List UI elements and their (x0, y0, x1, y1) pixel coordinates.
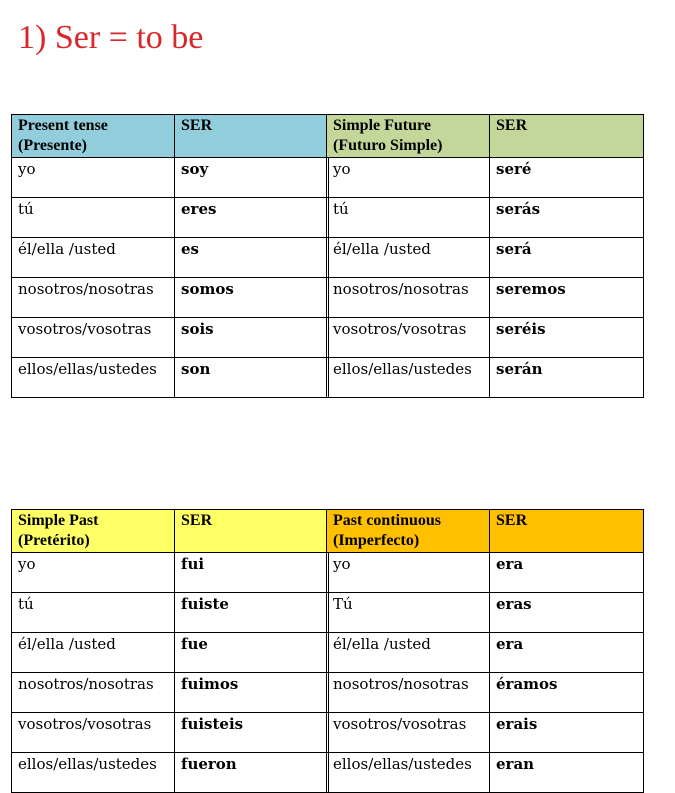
table-row (327, 593, 644, 633)
verb-form-cell: eran (490, 753, 644, 793)
table-row (12, 158, 329, 198)
verb-form-cell: serán (490, 358, 644, 398)
verb-form-cell: seréis (490, 318, 644, 358)
table-row (327, 318, 644, 358)
simple-future-table (326, 114, 644, 398)
verb-header: SER (490, 115, 644, 158)
table-row (327, 753, 644, 793)
table-row (12, 278, 329, 318)
table-row (327, 358, 644, 398)
verb-header: SER (490, 510, 644, 553)
verb-form-cell: eras (490, 593, 644, 633)
verb-form-cell: fuimos (175, 673, 329, 713)
table-row (327, 633, 644, 673)
table-row (12, 198, 329, 238)
table-row (12, 673, 329, 713)
verb-form-cell: fueron (175, 753, 329, 793)
verb-form-cell: seré (490, 158, 644, 198)
table-header-row (12, 115, 329, 158)
verb-form-cell: sois (175, 318, 329, 358)
pronoun-cell: ellos/ellas/ustedes (12, 358, 175, 398)
table-row (12, 713, 329, 753)
table-header-row (327, 115, 644, 158)
table-header-row (12, 510, 329, 553)
pronoun-cell: nosotros/nosotras (327, 278, 490, 318)
pronoun-cell: ellos/ellas/ustedes (327, 358, 490, 398)
pronoun-cell: yo (327, 158, 490, 198)
table-row (327, 198, 644, 238)
verb-header: SER (175, 115, 329, 158)
verb-form-cell: erais (490, 713, 644, 753)
pronoun-cell: vosotros/vosotras (12, 318, 175, 358)
pronoun-cell: yo (327, 553, 490, 593)
pronoun-cell: él/ella /usted (327, 633, 490, 673)
verb-form-cell: son (175, 358, 329, 398)
table-row (12, 318, 329, 358)
table-row (12, 593, 329, 633)
table-row (12, 753, 329, 793)
pronoun-cell: Tú (327, 593, 490, 633)
table-row (327, 713, 644, 753)
tense-header: Past continuous (Imperfecto) (327, 510, 490, 553)
table-row (327, 553, 644, 593)
tense-header: Present tense (Presente) (12, 115, 175, 158)
verb-form-cell: serás (490, 198, 644, 238)
verb-form-cell: será (490, 238, 644, 278)
table-row (327, 238, 644, 278)
pronoun-cell: yo (12, 158, 175, 198)
table-row (12, 358, 329, 398)
simple-past-table (11, 509, 329, 793)
table-row (327, 158, 644, 198)
verb-form-cell: eres (175, 198, 329, 238)
pronoun-cell: nosotros/nosotras (12, 673, 175, 713)
pronoun-cell: tú (12, 593, 175, 633)
verb-form-cell: fue (175, 633, 329, 673)
verb-form-cell: fui (175, 553, 329, 593)
verb-form-cell: era (490, 553, 644, 593)
table-row (327, 673, 644, 713)
pronoun-cell: él/ella /usted (12, 633, 175, 673)
pronoun-cell: nosotros/nosotras (327, 673, 490, 713)
table-header-row (327, 510, 644, 553)
verb-header: SER (175, 510, 329, 553)
verb-form-cell: fuisteis (175, 713, 329, 753)
pronoun-cell: tú (12, 198, 175, 238)
verb-form-cell: éramos (490, 673, 644, 713)
table-row (12, 553, 329, 593)
pronoun-cell: vosotros/vosotras (327, 713, 490, 753)
verb-form-cell: es (175, 238, 329, 278)
tense-header: Simple Future (Futuro Simple) (327, 115, 490, 158)
present-tense-table (11, 114, 329, 398)
pronoun-cell: vosotros/vosotras (12, 713, 175, 753)
table-row (12, 238, 329, 278)
pronoun-cell: vosotros/vosotras (327, 318, 490, 358)
pronoun-cell: él/ella /usted (327, 238, 490, 278)
verb-form-cell: somos (175, 278, 329, 318)
tense-header: Simple Past (Pretérito) (12, 510, 175, 553)
verb-form-cell: soy (175, 158, 329, 198)
pronoun-cell: él/ella /usted (12, 238, 175, 278)
pronoun-cell: ellos/ellas/ustedes (327, 753, 490, 793)
pronoun-cell: tú (327, 198, 490, 238)
pronoun-cell: yo (12, 553, 175, 593)
pronoun-cell: ellos/ellas/ustedes (12, 753, 175, 793)
verb-form-cell: seremos (490, 278, 644, 318)
past-continuous-table (326, 509, 644, 793)
page-title: 1) Ser = to be (18, 19, 204, 56)
pronoun-cell: nosotros/nosotras (12, 278, 175, 318)
table-row (327, 278, 644, 318)
verb-form-cell: era (490, 633, 644, 673)
verb-form-cell: fuiste (175, 593, 329, 633)
table-row (12, 633, 329, 673)
